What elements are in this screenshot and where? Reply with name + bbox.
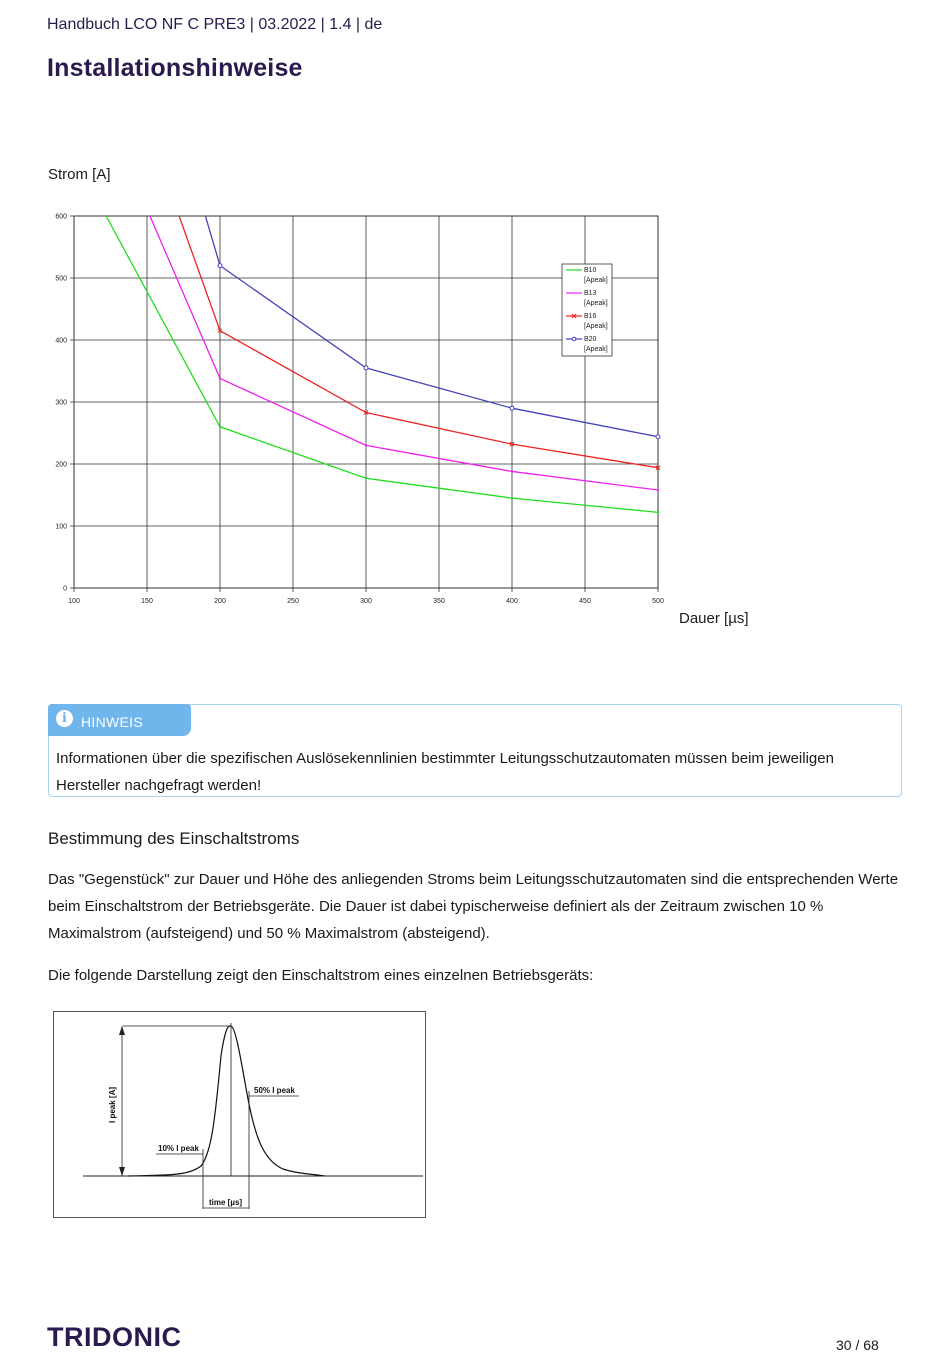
legend-label-unit: [Apeak]: [584, 300, 608, 307]
x-tick-label: 350: [433, 598, 445, 605]
x-tick-label: 400: [506, 598, 518, 605]
legend-label: B13: [584, 290, 597, 297]
legend-label-unit: [Apeak]: [584, 277, 608, 284]
data-point: [219, 377, 221, 379]
paragraph-inrush-definition: Das "Gegenstück" zur Dauer und Höhe des anliegenden Stroms beim Leitungsschutzautomaten sind die entsprechenden Werte beim Einschaltstrom der Betriebsgeräte. Die Dauer ist dabei typischerweise definiert als der Zeitraum zwischen 10 % Maximalstrom (aufsteigend) und 50 % Maximalstrom (absteigend).: [48, 871, 899, 942]
diagram-y-label: I peak [A]: [108, 1086, 117, 1123]
y-tick-label: 100: [55, 523, 67, 531]
page-number: 30 / 68: [836, 1337, 879, 1353]
time-label: time [µs]: [209, 1198, 243, 1207]
legend-marker: [572, 337, 576, 341]
page-title: Installationshinweise: [47, 54, 303, 82]
y-tick-label: 300: [55, 399, 67, 407]
ten-percent-label: 10% I peak: [158, 1144, 199, 1153]
y-tick-label: 0: [63, 585, 67, 593]
data-point: [511, 497, 513, 499]
x-tick-label: 200: [214, 598, 226, 605]
legend-label-unit: [Apeak]: [584, 346, 608, 353]
data-point: [511, 470, 513, 472]
legend-label-unit: [Apeak]: [584, 323, 608, 330]
x-tick-label: 300: [360, 598, 372, 605]
info-icon: i: [56, 710, 73, 727]
data-point: [510, 406, 514, 410]
x-tick-label: 500: [652, 598, 664, 605]
legend-label: B20: [584, 336, 597, 343]
data-point: [365, 444, 367, 446]
section-title: Bestimmung des Einschaltstroms: [48, 829, 300, 848]
data-point: [657, 489, 659, 491]
trip-curve-chart: [48, 205, 668, 607]
data-point: [219, 426, 221, 428]
data-point: [365, 477, 367, 479]
paragraph-figure-intro: Die folgende Darstellung zeigt den Einschaltstrom eines einzelnen Betriebsgeräts:: [48, 967, 594, 984]
legend-label: B10: [584, 267, 597, 274]
x-tick-label: 150: [141, 598, 153, 605]
hint-text: Informationen über die spezifischen Auslösekennlinien bestimmter Leitungsschutzautomaten müssen beim jeweiligen Hersteller nachgefragt werden!: [56, 750, 834, 794]
data-point: [364, 366, 368, 370]
chart-x-caption: Dauer [µs]: [679, 610, 749, 627]
data-point: [656, 435, 660, 439]
document-header: Handbuch LCO NF C PRE3 | 03.2022 | 1.4 | de: [47, 16, 383, 33]
inrush-current-diagram: [53, 1011, 427, 1219]
hint-label: HINWEIS: [81, 714, 143, 730]
tridonic-logo: TRIDONIC: [47, 1322, 182, 1352]
x-tick-label: 100: [68, 598, 80, 605]
y-tick-label: 600: [55, 213, 67, 221]
y-tick-label: 500: [55, 275, 67, 283]
y-tick-label: 400: [55, 337, 67, 345]
fifty-percent-label: 50% I peak: [254, 1086, 295, 1095]
chart-y-caption: Strom [A]: [48, 166, 111, 183]
legend-label: B16: [584, 313, 597, 320]
x-tick-label: 250: [287, 598, 299, 605]
x-tick-label: 450: [579, 598, 591, 605]
y-tick-label: 200: [55, 461, 67, 469]
data-point: [657, 511, 659, 513]
data-point: [218, 264, 222, 268]
